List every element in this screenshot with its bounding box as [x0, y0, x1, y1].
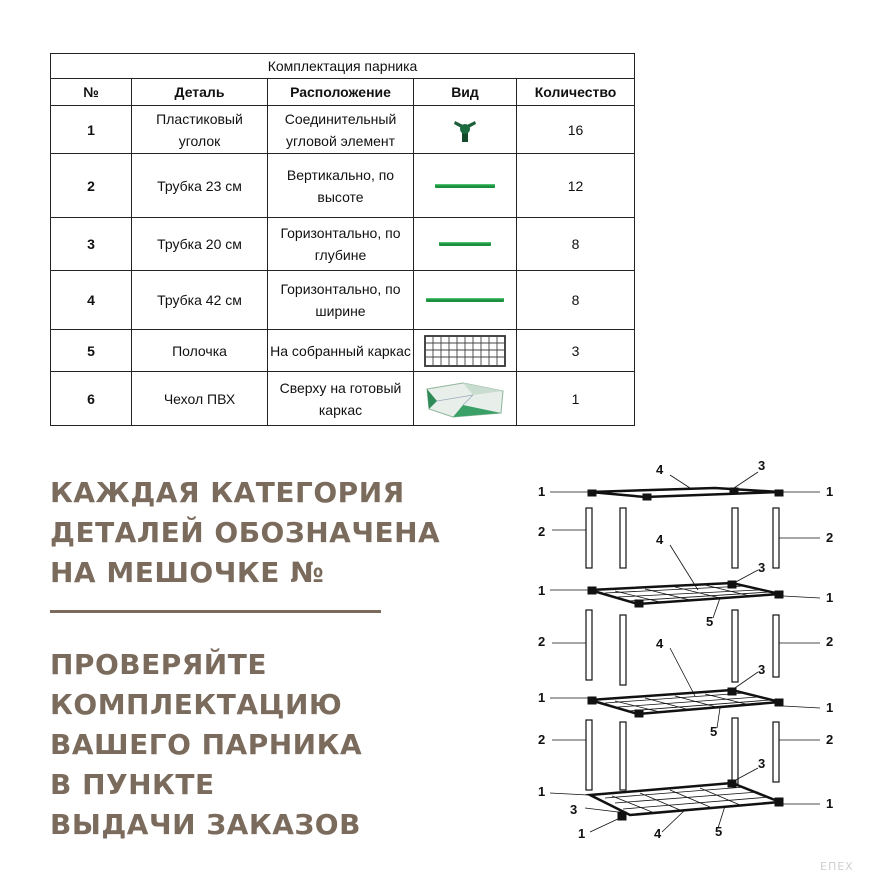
table-row: [51, 271, 635, 330]
label-depth-tube: 3: [758, 560, 766, 575]
headline-line: ВЫДАЧИ ЗАКАЗОВ: [50, 808, 361, 841]
kit-table: [50, 53, 635, 426]
label-corner: 1: [538, 690, 546, 705]
label-width-tube: 4: [654, 826, 662, 841]
label-vertical-tube: 2: [538, 634, 546, 649]
watermark-logo: ЕПЕХ: [820, 860, 854, 873]
label-corner: 1: [578, 826, 586, 841]
label-width-tube: 4: [656, 636, 664, 651]
headline-line: НА МЕШОЧКЕ №: [50, 556, 325, 589]
row-placement: Вертикально, по высоте: [268, 154, 414, 218]
label-vertical-tube: 2: [826, 732, 834, 747]
row-qty: 12: [517, 154, 635, 218]
table-row: [51, 154, 635, 218]
label-vertical-tube: 2: [538, 732, 546, 747]
headline-line: ВАШЕГО ПАРНИКА: [50, 728, 363, 761]
pvc-cover-icon: [423, 379, 507, 419]
label-shelf: 5: [706, 614, 714, 629]
row-placement: На собранный каркас: [268, 330, 414, 372]
header-view: Вид: [414, 79, 517, 106]
label-depth-tube: 3: [758, 662, 766, 677]
green-tube-20-icon: [439, 240, 491, 248]
headline-line: ПРОВЕРЯЙТЕ: [50, 648, 267, 681]
wire-shelf-icon: [423, 334, 507, 368]
label-corner: 1: [826, 590, 834, 605]
row-part: Чехол ПВХ: [132, 372, 268, 426]
row-part: Пластиковый уголок: [132, 106, 268, 154]
row-num: 5: [51, 330, 132, 372]
headline-line: В ПУНКТЕ: [50, 768, 215, 801]
label-shelf: 5: [710, 724, 718, 739]
label-corner: 1: [826, 484, 834, 499]
row-view: [414, 154, 517, 218]
divider: [50, 610, 381, 613]
label-depth-tube: 3: [570, 802, 578, 817]
row-qty: 8: [517, 271, 635, 330]
header-part: Деталь: [132, 79, 268, 106]
row-part: Полочка: [132, 330, 268, 372]
row-part: Трубка 20 см: [132, 218, 268, 271]
row-view: [414, 372, 517, 426]
label-width-tube: 4: [656, 532, 664, 547]
table-header-row: [51, 79, 635, 106]
green-tube-42-icon: [426, 296, 504, 304]
label-depth-tube: 3: [758, 458, 766, 473]
row-num: 6: [51, 372, 132, 426]
row-num: 2: [51, 154, 132, 218]
label-vertical-tube: 2: [538, 524, 546, 539]
row-num: 4: [51, 271, 132, 330]
table-row: [51, 106, 635, 154]
row-view: [414, 106, 517, 154]
row-num: 3: [51, 218, 132, 271]
row-placement: Сверху на готовый каркас: [268, 372, 414, 426]
headline-check: [50, 645, 362, 845]
row-placement: Соединительный угловой элемент: [268, 106, 414, 154]
label-vertical-tube: 2: [826, 634, 834, 649]
table-row: [51, 330, 635, 372]
row-view: [414, 330, 517, 372]
label-corner: 1: [538, 484, 546, 499]
row-part: Трубка 23 см: [132, 154, 268, 218]
row-view: [414, 218, 517, 271]
table-row: [51, 372, 635, 426]
row-qty: 16: [517, 106, 635, 154]
table-row: [51, 218, 635, 271]
row-part: Трубка 42 см: [132, 271, 268, 330]
headline-line: ДЕТАЛЕЙ ОБОЗНАЧЕНА: [50, 516, 441, 549]
label-depth-tube: 3: [758, 756, 766, 771]
headline-line: КОМПЛЕКТАЦИЮ: [50, 688, 343, 721]
row-placement: Горизонтально, по ширине: [268, 271, 414, 330]
row-num: 1: [51, 106, 132, 154]
label-corner: 1: [538, 784, 546, 799]
header-num: №: [51, 79, 132, 106]
row-view: [414, 271, 517, 330]
header-placement: Расположение: [268, 79, 414, 106]
label-shelf: 5: [715, 824, 723, 839]
label-vertical-tube: 2: [826, 530, 834, 545]
headline-categories: [50, 473, 440, 593]
headline-line: КАЖДАЯ КАТЕГОРИЯ: [50, 476, 405, 509]
table-title: Комплектация парника: [51, 54, 635, 79]
green-tube-23-icon: [435, 182, 495, 190]
label-width-tube: 4: [656, 462, 664, 477]
label-corner: 1: [826, 700, 834, 715]
frame-assembly-diagram: [520, 450, 860, 850]
row-qty: 1: [517, 372, 635, 426]
label-corner: 1: [538, 583, 546, 598]
row-placement: Горизонтально, по глубине: [268, 218, 414, 271]
row-qty: 3: [517, 330, 635, 372]
row-qty: 8: [517, 218, 635, 271]
header-qty: Количество: [517, 79, 635, 106]
plastic-corner-icon: [450, 116, 480, 144]
label-corner: 1: [826, 796, 834, 811]
